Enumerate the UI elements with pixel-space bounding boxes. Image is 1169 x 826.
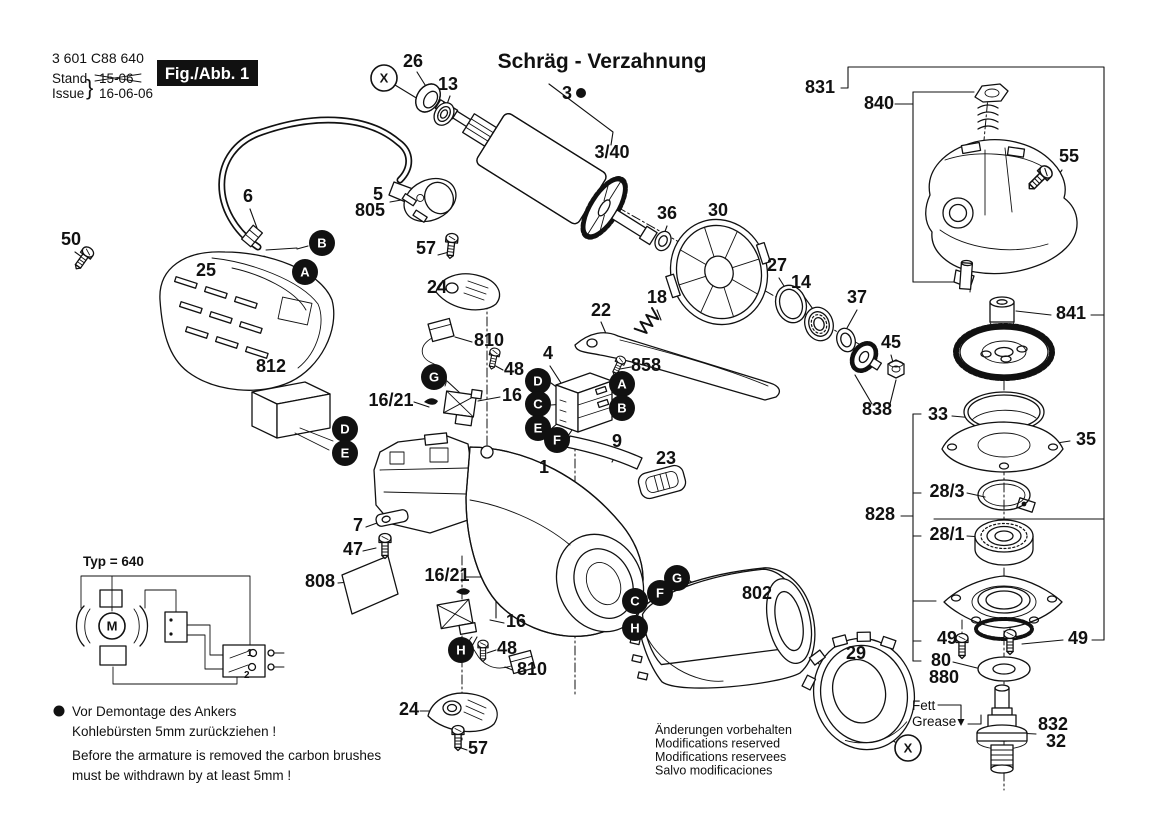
part-label-16: 16 [501, 385, 523, 405]
part-label-24: 24 [398, 699, 420, 719]
svg-text:C: C [630, 593, 640, 609]
part-label-57: 57 [415, 238, 437, 258]
part-label-810: 810 [516, 659, 548, 679]
diagram-title: Schräg - Verzahnung [497, 50, 707, 73]
callout-H [448, 637, 474, 663]
svg-text:F: F [553, 432, 561, 448]
clip-16-21-top [424, 398, 438, 405]
part-label-13: 13 [437, 74, 459, 94]
warning-en-line1: Before the armature is removed the carbon brushes [72, 748, 382, 763]
part-label-30: 30 [707, 200, 729, 220]
switch-contact-1: 1 [247, 648, 253, 659]
callout-F [647, 580, 673, 606]
gear-head-housing-drawing [926, 140, 1080, 288]
part-label-880: 880 [928, 667, 960, 687]
label-808-drawing [342, 556, 398, 614]
part-label-14: 14 [790, 272, 812, 292]
air-deflector-30-drawing [653, 206, 788, 339]
part-label-45: 45 [880, 332, 902, 352]
bearing-flange-drawing [944, 576, 1062, 639]
svg-text:D: D [340, 421, 350, 437]
part-label-50: 50 [60, 229, 82, 249]
callout-C [525, 391, 551, 417]
svg-text:H: H [456, 642, 466, 658]
part-label-840: 840 [863, 93, 895, 113]
part-label-16: 16 [505, 611, 527, 631]
part-label-29: 29 [845, 643, 867, 663]
field-coil-right [134, 606, 148, 646]
part-label-4: 4 [542, 343, 554, 363]
part-label-832: 832 [1037, 714, 1069, 734]
svg-text:F: F [656, 585, 664, 601]
part-label-28-3: 28/3 [929, 481, 965, 501]
screw-48-top [486, 347, 500, 370]
crown-gear-drawing [956, 326, 1052, 378]
grease-label-en: Grease [912, 714, 957, 729]
callout-G [421, 364, 447, 390]
part-label-3-40: 3/40 [594, 142, 630, 162]
part-label-812: 812 [255, 356, 287, 376]
field-coil-left [77, 606, 91, 646]
part-label-841: 841 [1055, 303, 1087, 323]
svg-text:H: H [630, 620, 640, 636]
part-label-36: 36 [656, 203, 678, 223]
modifications-line4: Salvo modificaciones [655, 763, 773, 778]
callout-D [332, 416, 358, 442]
callout-E [332, 440, 358, 466]
clip-16-21-bottom [456, 588, 470, 595]
grease-label-de: Fett [912, 698, 936, 713]
flange-plate-35-drawing [942, 422, 1063, 472]
part-label-55: 55 [1058, 146, 1080, 166]
part-label-25: 25 [195, 260, 217, 280]
part-label-33: 33 [927, 404, 949, 424]
part-label-48: 48 [496, 638, 518, 658]
part-label-26: 26 [402, 51, 424, 71]
screw-49-right [1004, 630, 1016, 655]
part-label-7: 7 [352, 515, 364, 535]
header-block [52, 50, 258, 101]
svg-text:A: A [300, 264, 310, 280]
part-label-805: 805 [354, 200, 386, 220]
warning-en-line2: must be withdrawn by at least 5mm ! [72, 768, 292, 783]
part-label-57: 57 [467, 738, 489, 758]
cap-840-drawing [975, 84, 1008, 102]
spring-840-drawing [978, 105, 998, 129]
issue-label: Issue [52, 86, 85, 101]
svg-text:B: B [617, 400, 627, 416]
callout-A [292, 259, 318, 285]
part-label-858: 858 [630, 355, 662, 375]
stand-value: 15-06 [99, 71, 134, 86]
part-label-18: 18 [646, 287, 668, 307]
svg-text:E: E [533, 420, 543, 436]
pin-drawing [960, 260, 973, 289]
warning-de-line2: Kohlebürsten 5mm zurückziehen ! [72, 724, 277, 739]
callout-X [895, 735, 921, 761]
part-label-48: 48 [503, 359, 525, 379]
washer-80-drawing [978, 657, 1030, 681]
part-label-16-21: 16/21 [368, 390, 414, 410]
spindle-832-drawing [977, 685, 1027, 773]
product-code: 3 601 C88 640 [52, 50, 144, 66]
part-label-3: 3 [561, 83, 573, 103]
svg-text:G: G [671, 570, 683, 586]
svg-text:A: A [617, 376, 627, 392]
modifications-note [655, 723, 792, 778]
callout-B [609, 395, 635, 421]
svg-text:X: X [379, 70, 389, 86]
switch-contact-2: 2 [244, 670, 250, 681]
brush-holder-top-drawing [442, 386, 482, 427]
part-label-5: 5 [372, 184, 384, 204]
warning-note [54, 704, 382, 783]
switch-4-drawing [556, 373, 612, 432]
button-23-drawing [636, 463, 687, 500]
stand-label: Stand [52, 71, 88, 86]
part-label-23: 23 [655, 448, 677, 468]
screw-49-left [956, 634, 968, 659]
part-label-37: 37 [846, 287, 868, 307]
part-label-47: 47 [342, 539, 364, 559]
part-label-80: 80 [930, 650, 952, 670]
callout-H [622, 615, 648, 641]
callout-C [622, 588, 648, 614]
warning-de-line1: Vor Demontage des Ankers [72, 704, 237, 719]
screw-57-top [444, 233, 459, 259]
svg-text:G: G [428, 369, 440, 385]
part-label-802: 802 [741, 583, 773, 603]
part-label-810: 810 [473, 330, 505, 350]
callout-D [525, 368, 551, 394]
svg-text:X: X [903, 740, 913, 756]
circlip-28-3-drawing [978, 480, 1035, 512]
header-brace: } [86, 75, 94, 100]
part-label-1: 1 [538, 457, 550, 477]
bushing-841-drawing [990, 297, 1014, 327]
part-label-828: 828 [864, 504, 896, 524]
insulating-plate-9-drawing [566, 436, 642, 469]
callout-A [609, 371, 635, 397]
part-label-838: 838 [861, 399, 893, 419]
callout-B [309, 230, 335, 256]
modifications-line3: Modifications reservees [655, 750, 787, 764]
part-label-28-1: 28/1 [929, 524, 965, 544]
nut-45-drawing [888, 360, 904, 378]
modifications-line2: Modifications reserved [655, 736, 781, 751]
spring-18-drawing [635, 308, 662, 336]
svg-text:B: B [317, 235, 327, 251]
callout-M [99, 613, 125, 639]
part-label-6: 6 [242, 186, 254, 206]
part-label-808: 808 [304, 571, 336, 591]
part-label-27: 27 [766, 255, 788, 275]
cord-ferrule [242, 225, 263, 247]
bearing-28-1-drawing [975, 520, 1033, 565]
part-label-49: 49 [1067, 628, 1089, 648]
part-label-22: 22 [590, 300, 612, 320]
part-label-831: 831 [804, 77, 836, 97]
part-label-49: 49 [936, 628, 958, 648]
part-label-35: 35 [1075, 429, 1097, 449]
fig-label: Fig./Abb. 1 [164, 65, 250, 83]
stator-802-drawing [618, 558, 824, 709]
part-label-32: 32 [1045, 731, 1067, 751]
wiring-type-label: Typ = 640 [83, 554, 144, 569]
brush-cover-bottom-drawing [428, 693, 497, 731]
part-label-24: 24 [426, 277, 448, 297]
part-label-9: 9 [611, 431, 623, 451]
part-label-16-21: 16/21 [424, 565, 470, 585]
svg-text:M: M [106, 618, 118, 634]
svg-text:E: E [340, 445, 350, 461]
screw-47 [379, 534, 391, 559]
armature-set-dot [576, 88, 586, 98]
svg-text:C: C [533, 396, 543, 412]
svg-text:D: D [533, 373, 543, 389]
suppressor-812-drawing [252, 382, 333, 450]
callout-X [371, 65, 397, 91]
issue-value: 16-06-06 [99, 86, 154, 101]
callout-F [544, 427, 570, 453]
modifications-line1: Änderungen vorbehalten [655, 723, 792, 737]
brush-holder-bottom-drawing [437, 599, 476, 637]
